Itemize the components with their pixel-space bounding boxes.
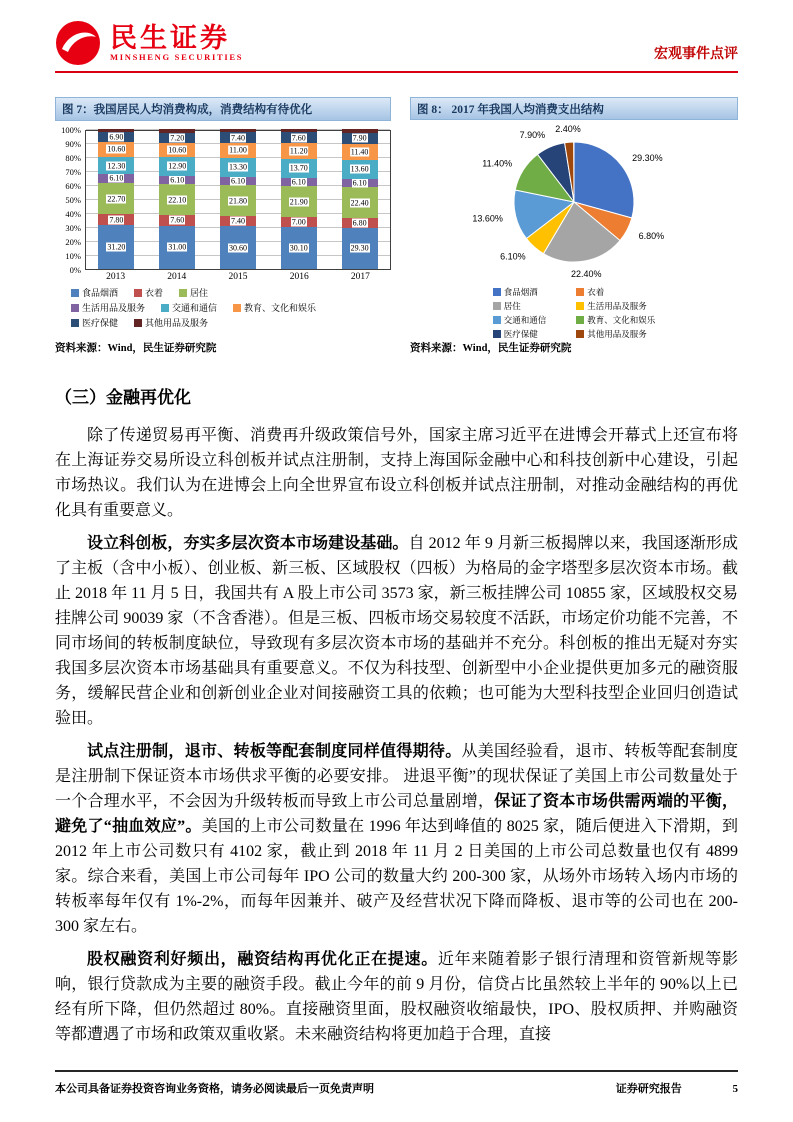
bar-segment [98, 214, 134, 225]
bar-segment [281, 227, 317, 269]
y-tick: 50% [65, 194, 81, 205]
bar-data-label: 21.90 [289, 197, 308, 207]
legend-swatch-icon [493, 302, 501, 310]
bar-data-label: 12.30 [107, 161, 126, 171]
figure-8 [410, 97, 738, 355]
bar-segment [342, 160, 378, 179]
bar-data-label: 22.10 [168, 195, 187, 205]
bar-column [147, 129, 208, 269]
bar-segment [159, 176, 195, 185]
footer-right [616, 1080, 738, 1096]
bar-segment [159, 157, 195, 175]
stacked-bar-chart [55, 124, 391, 329]
legend-label: 生活用品及服务 [587, 301, 647, 311]
bar-data-label: 6.10 [230, 176, 245, 186]
legend-label: 食品烟酒 [503, 287, 538, 297]
legend-item [71, 316, 118, 329]
bar-data-label: 10.60 [107, 144, 126, 154]
minsheng-logo-icon [55, 20, 101, 66]
bar-data-label: 7.90 [352, 133, 367, 143]
x-tick: 2015 [228, 272, 248, 282]
pie-data-label: 2.40% [555, 124, 581, 135]
page-footer [55, 1070, 738, 1096]
legend-label: 衣着 [587, 287, 605, 297]
legend-swatch-icon [179, 289, 187, 297]
legend-swatch-icon [576, 288, 584, 296]
legend-swatch-icon [71, 289, 79, 297]
bar-segment [281, 132, 317, 143]
bar-segment [281, 143, 317, 159]
y-tick: 30% [65, 222, 81, 233]
x-tick: 2017 [350, 272, 370, 282]
bar-x-axis [85, 270, 391, 282]
bar-data-label: 7.60 [291, 133, 306, 143]
legend-swatch-icon [493, 316, 501, 324]
bar-data-label: 29.30 [350, 243, 369, 253]
y-tick: 100% [61, 124, 81, 135]
legend-item [493, 328, 547, 340]
bar-column [329, 129, 390, 269]
pie-data-label: 6.10% [500, 251, 526, 262]
paragraph-3 [55, 739, 738, 939]
legend-swatch-icon [71, 319, 79, 327]
bar-segment [98, 132, 134, 142]
legend-swatch-icon [493, 330, 501, 338]
brand [55, 20, 243, 66]
legend-swatch-icon [161, 304, 169, 312]
bar-segment [342, 144, 378, 160]
legend-swatch-icon [134, 289, 142, 297]
bar-data-label: 10.60 [168, 145, 187, 155]
bar-data-label: 6.10 [109, 173, 124, 183]
pie-chart [410, 120, 738, 340]
bar-data-label: 11.00 [229, 145, 247, 155]
figure-7-source: 资料来源：Wind，民生证券研究院 [55, 343, 217, 354]
pie-data-label: 6.80% [638, 231, 665, 241]
bar-segment [98, 129, 134, 132]
bar-data-label: 7.60 [170, 215, 185, 225]
bar-data-label: 21.80 [228, 196, 247, 206]
legend-label: 居住 [190, 288, 209, 298]
bar-data-label: 31.20 [107, 242, 126, 252]
pie-svg [410, 120, 738, 284]
legend-item [71, 286, 118, 299]
brand-name-en: MINSHENG SECURITIES [110, 52, 244, 63]
bar-segment [159, 133, 195, 143]
legend-item [134, 316, 208, 329]
legend-label: 生活用品及服务 [82, 303, 146, 313]
footer-divider [55, 1070, 738, 1072]
legend-item [576, 328, 655, 340]
figure-8-title: 图 8： 2017 年我国人均消费支出结构 [410, 97, 738, 120]
bar-segment [342, 133, 378, 144]
legend-item [71, 301, 145, 314]
x-tick: 2013 [106, 272, 126, 282]
pie-data-label: 22.40% [571, 269, 602, 279]
header-divider [55, 71, 738, 73]
bar-segment [220, 158, 256, 177]
bar-segment [281, 159, 317, 178]
bar-segment [342, 228, 378, 269]
report-body [0, 383, 793, 1047]
legend-item [493, 314, 547, 326]
x-tick: 2016 [289, 272, 309, 282]
bar-column [208, 129, 269, 269]
legend-item [576, 286, 655, 298]
paragraph-3-emphasis: 保证了资本市场供需两端的平衡，避免了“抽血效应”。 [55, 793, 738, 835]
pie-legend [410, 286, 738, 340]
paragraph-4-lead: 股权融资利好频出，融资结构再优化正在提速。 [87, 951, 438, 968]
page-number: 5 [732, 1083, 738, 1095]
legend-item [576, 300, 655, 312]
legend-item [493, 286, 547, 298]
legend-item [179, 286, 208, 299]
bar-data-label: 30.60 [228, 243, 247, 253]
bar-segment [98, 225, 134, 269]
bar-segment [98, 142, 134, 157]
bar-segment [342, 179, 378, 188]
legend-item [576, 314, 655, 326]
legend-item [493, 300, 547, 312]
bar-data-label: 6.10 [352, 178, 367, 188]
bar-segment [220, 226, 256, 269]
figure-8-source: 资料来源：Wind，民生证券研究院 [410, 343, 572, 354]
legend-item [134, 286, 163, 299]
bar-data-label: 6.10 [291, 177, 306, 187]
bar-segment [159, 226, 195, 269]
legend-label: 交通和通信 [172, 303, 218, 313]
bar-plot-area [55, 124, 391, 275]
bar-data-label: 6.80 [352, 218, 367, 228]
paragraph-4-text: 近年来随着影子银行清理和资管新规等影响，银行贷款成为主要的融资手段。截止今年的前 9 月份，信贷占比虽然较上半年的 90%以上已经有所下降，但仍然超过 80%。直接融资里面，股权融资收缩最快，IPO、股权质押、并购融资等都遭遇了市场和政策双重收紧。未来融资结构将更加趋于合理，直接 [55, 951, 738, 1043]
bar-segment [159, 129, 195, 133]
paragraph-2 [55, 531, 738, 731]
paragraph-1-text: 除了传递贸易再平衡、消费再升级政策信号外，国家主席习近平在进博会开幕式上还宣布将在上海证券交易所设立科创板并试点注册制，支持上海国际金融中心和科技创新中心建设，引起市场热议。我们认为在进博会上向全世界宣布设立科创板并试点注册制，对推动金融结构的再优化具有重要意义。 [55, 427, 738, 519]
legend-item [233, 301, 316, 314]
legend-label: 医疗保健 [503, 329, 538, 339]
y-tick: 0% [69, 264, 81, 275]
bar-data-label: 7.40 [230, 216, 245, 226]
pie-data-label: 11.40% [482, 158, 513, 169]
bar-data-label: 13.70 [289, 163, 308, 173]
bar-data-label: 22.70 [107, 194, 126, 204]
bar-legend [55, 286, 391, 329]
bar-data-label: 11.20 [289, 146, 308, 156]
bar-data-label: 7.20 [170, 133, 185, 143]
bar-column [86, 129, 147, 269]
y-tick: 80% [65, 152, 81, 163]
bar-data-label: 13.30 [228, 162, 247, 172]
bar-segment [342, 187, 378, 218]
paragraph-3-text-2: 美国的上市公司数量在 1996 年达到峰值的 8025 家，随后便进入下滑期，到 2012 年上市公司数只有 4102 家，截止到 2018 年 11 月 2 日美国的上市公司总数量也仅有 4899 家。综合来看，美国上市公司每年 IPO 公司的数量大约 200-300 家，从场外市场转入场内市场的转板率每年仅有 1%-2%，而每年因兼并、破产及经营状况下降而降板、退市等的公司也在 200-300 家左右。 [55, 818, 738, 935]
footer-report-label: 证券研究报告 [615, 1083, 682, 1095]
brand-text [110, 24, 243, 62]
page-header [0, 0, 793, 71]
y-tick: 60% [65, 180, 81, 191]
legend-item [161, 301, 217, 314]
paragraph-3-lead: 试点注册制，退市、转板等配套制度同样值得期待。 [87, 743, 462, 760]
bar-plot [85, 130, 391, 270]
bars [86, 131, 390, 269]
legend-swatch-icon [71, 304, 79, 312]
legend-label: 居住 [503, 301, 521, 311]
bar-segment [159, 143, 195, 158]
bar-segment [220, 185, 256, 216]
bar-data-label: 12.90 [168, 161, 187, 171]
legend-swatch-icon [576, 330, 584, 338]
bar-data-label: 7.00 [291, 217, 306, 227]
bar-segment [220, 143, 256, 158]
figure-7-title: 图 7：我国居民人均消费构成，消费结构有待优化 [55, 97, 391, 121]
bar-segment [159, 215, 195, 226]
figure-7 [55, 97, 391, 355]
bar-data-label: 30.10 [289, 243, 308, 253]
bar-segment [220, 177, 256, 186]
bar-segment [98, 183, 134, 215]
footer-row [55, 1080, 738, 1096]
bar-segment [159, 184, 195, 215]
paragraph-4 [55, 947, 738, 1047]
figures-row [0, 97, 793, 355]
legend-label: 其他用品及服务 [587, 329, 647, 339]
bar-data-label: 13.60 [350, 164, 369, 174]
pie-data-label: 29.30% [632, 152, 663, 163]
bar-y-axis [55, 124, 85, 275]
bar-data-label: 11.40 [350, 147, 369, 157]
legend-label: 教育、文化和娱乐 [587, 315, 656, 325]
legend-swatch-icon [576, 302, 584, 310]
paragraph-3-text-1: 从美国经验看，退市、转板等配套制度是注册制下保证资本市场供求平衡的必要安排。 进退平衡”的现状保证了美国上市公司数量处于一个合理水平，不会因为升级转板而导致上市公司总量剧增， [55, 743, 738, 810]
bar-data-label: 22.40 [350, 198, 369, 208]
legend-swatch-icon [134, 319, 142, 327]
y-tick: 40% [65, 208, 81, 219]
legend-label: 食品烟酒 [82, 288, 119, 298]
paragraph-1 [55, 423, 738, 523]
y-tick: 20% [65, 236, 81, 247]
bar-data-label: 7.80 [109, 215, 124, 225]
legend-label: 交通和通信 [503, 315, 547, 325]
bar-data-label: 7.40 [230, 133, 245, 143]
bar-segment [281, 186, 317, 217]
legend-swatch-icon [576, 316, 584, 324]
bar-column [268, 129, 329, 269]
bar-segment [220, 132, 256, 142]
bar-segment [98, 174, 134, 183]
legend-swatch-icon [493, 288, 501, 296]
bar-segment [342, 218, 378, 228]
bar-data-label: 6.90 [109, 132, 124, 142]
paragraph-2-text: 自 2012 年 9 月新三板揭牌以来，我国逐渐形成了主板（含中小板）、创业板、新三板、区域股权（四板）为格局的金字塔型多层次资本市场。截止 2018 年 11 月 5 日，我国共有 A 股上市公司 3573 家，新三板挂牌公司 10855 家，区域股权交易挂牌公司 90039 家（不含香港）。但是三板、四板市场交易较度不活跃，市场定价功能不完善，不同市场间的转板制度缺位，导致现有多层次资本市场的基础并不充分。科创板的推出无疑对夯实我国多层次资本市场基础具有重要意义。不仅为科技型、创新型中小企业提供更加多元的融资服务，缓解民营企业和创新创业企业对间接融资工具的依赖；也可能为大型科技型企业回归创造试验田。 [55, 535, 738, 727]
bar-segment [281, 217, 317, 227]
bar-segment [220, 216, 256, 226]
y-tick: 90% [65, 138, 81, 149]
bar-segment [220, 129, 256, 132]
bar-data-label: 6.10 [170, 175, 185, 185]
bar-data-label: 31.00 [168, 242, 187, 252]
legend-label: 衣着 [145, 288, 164, 298]
bar-segment [281, 178, 317, 187]
legend-label: 教育、文化和娱乐 [244, 303, 317, 313]
report-type-label: 宏观事件点评 [654, 47, 738, 62]
legend-label: 其他用品及服务 [145, 318, 209, 328]
pie-data-label: 7.90% [519, 129, 546, 140]
bar-segment [342, 129, 378, 133]
brand-name-cn: 民生证券 [110, 22, 230, 53]
x-tick: 2014 [167, 272, 187, 282]
y-tick: 10% [65, 250, 81, 261]
paragraph-2-lead: 设立科创板，夯实多层次资本市场建设基础。 [87, 535, 409, 552]
legend-swatch-icon [233, 304, 241, 312]
footer-disclaimer: 本公司具备证券投资咨询业务资格，请务必阅读最后一页免责声明 [55, 1083, 374, 1095]
bar-segment [281, 129, 317, 132]
y-tick: 70% [65, 166, 81, 177]
legend-label: 医疗保健 [82, 318, 119, 328]
bar-segment [98, 157, 134, 174]
pie-data-label: 13.60% [472, 213, 503, 224]
section-heading: （三）金融再优化 [55, 388, 191, 407]
